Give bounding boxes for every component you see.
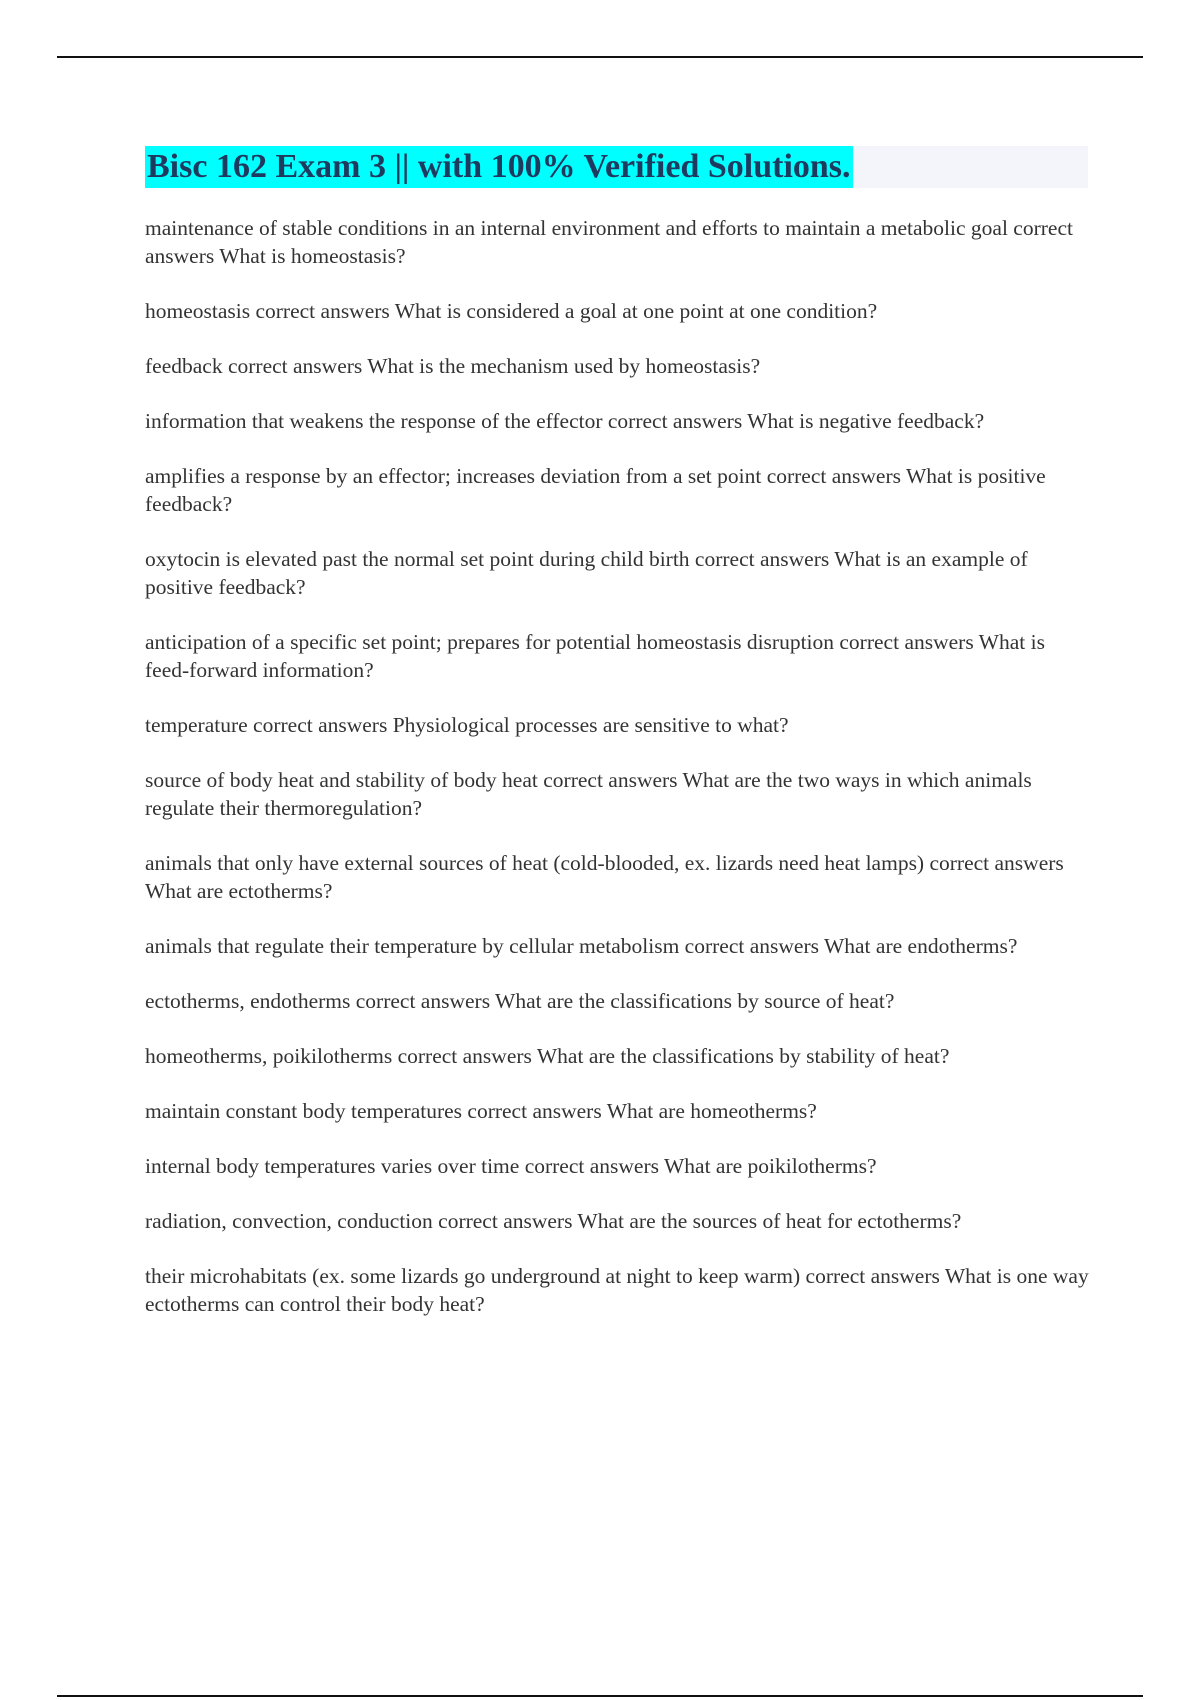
- qa-item: internal body temperatures varies over time correct answers What are poikilotherms?: [145, 1154, 877, 1178]
- qa-item: maintenance of stable conditions in an internal environment and efforts to maintain a metabolic goal correct answers What is homeostasis?: [145, 216, 1073, 268]
- qa-item: amplifies a response by an effector; increases deviation from a set point correct answers What is positive feedback?: [145, 464, 1046, 516]
- title-band: [145, 146, 1088, 188]
- footer-rule: [57, 1695, 1143, 1697]
- qa-item: their microhabitats (ex. some lizards go underground at night to keep warm) correct answers What is one way ectotherms can control their body heat?: [145, 1264, 1089, 1316]
- page-title: Bisc 162 Exam 3 || with 100% Verified Solutions.: [145, 146, 853, 188]
- qa-list: [145, 214, 1090, 1345]
- qa-item: source of body heat and stability of body heat correct answers What are the two ways in which animals regulate their thermoregulation?: [145, 768, 1032, 820]
- qa-item: information that weakens the response of the effector correct answers What is negative feedback?: [145, 409, 985, 433]
- qa-item: animals that only have external sources of heat (cold-blooded, ex. lizards need heat lamps) correct answers What are ectotherms?: [145, 851, 1064, 903]
- qa-item: homeostasis correct answers What is considered a goal at one point at one condition?: [145, 299, 878, 323]
- qa-item: animals that regulate their temperature by cellular metabolism correct answers What are endotherms?: [145, 934, 1018, 958]
- qa-item: anticipation of a specific set point; prepares for potential homeostasis disruption correct answers What is feed-forward information?: [145, 630, 1045, 682]
- qa-item: ectotherms, endotherms correct answers What are the classifications by source of heat?: [145, 989, 895, 1013]
- qa-item: maintain constant body temperatures correct answers What are homeotherms?: [145, 1099, 817, 1123]
- qa-item: homeotherms, poikilotherms correct answers What are the classifications by stability of heat?: [145, 1044, 950, 1068]
- qa-item: feedback correct answers What is the mechanism used by homeostasis?: [145, 354, 761, 378]
- qa-item: oxytocin is elevated past the normal set point during child birth correct answers What is an example of positive feedback?: [145, 547, 1028, 599]
- header-rule: [57, 56, 1143, 58]
- qa-item: temperature correct answers Physiological processes are sensitive to what?: [145, 713, 789, 737]
- qa-item: radiation, convection, conduction correct answers What are the sources of heat for ectotherms?: [145, 1209, 962, 1233]
